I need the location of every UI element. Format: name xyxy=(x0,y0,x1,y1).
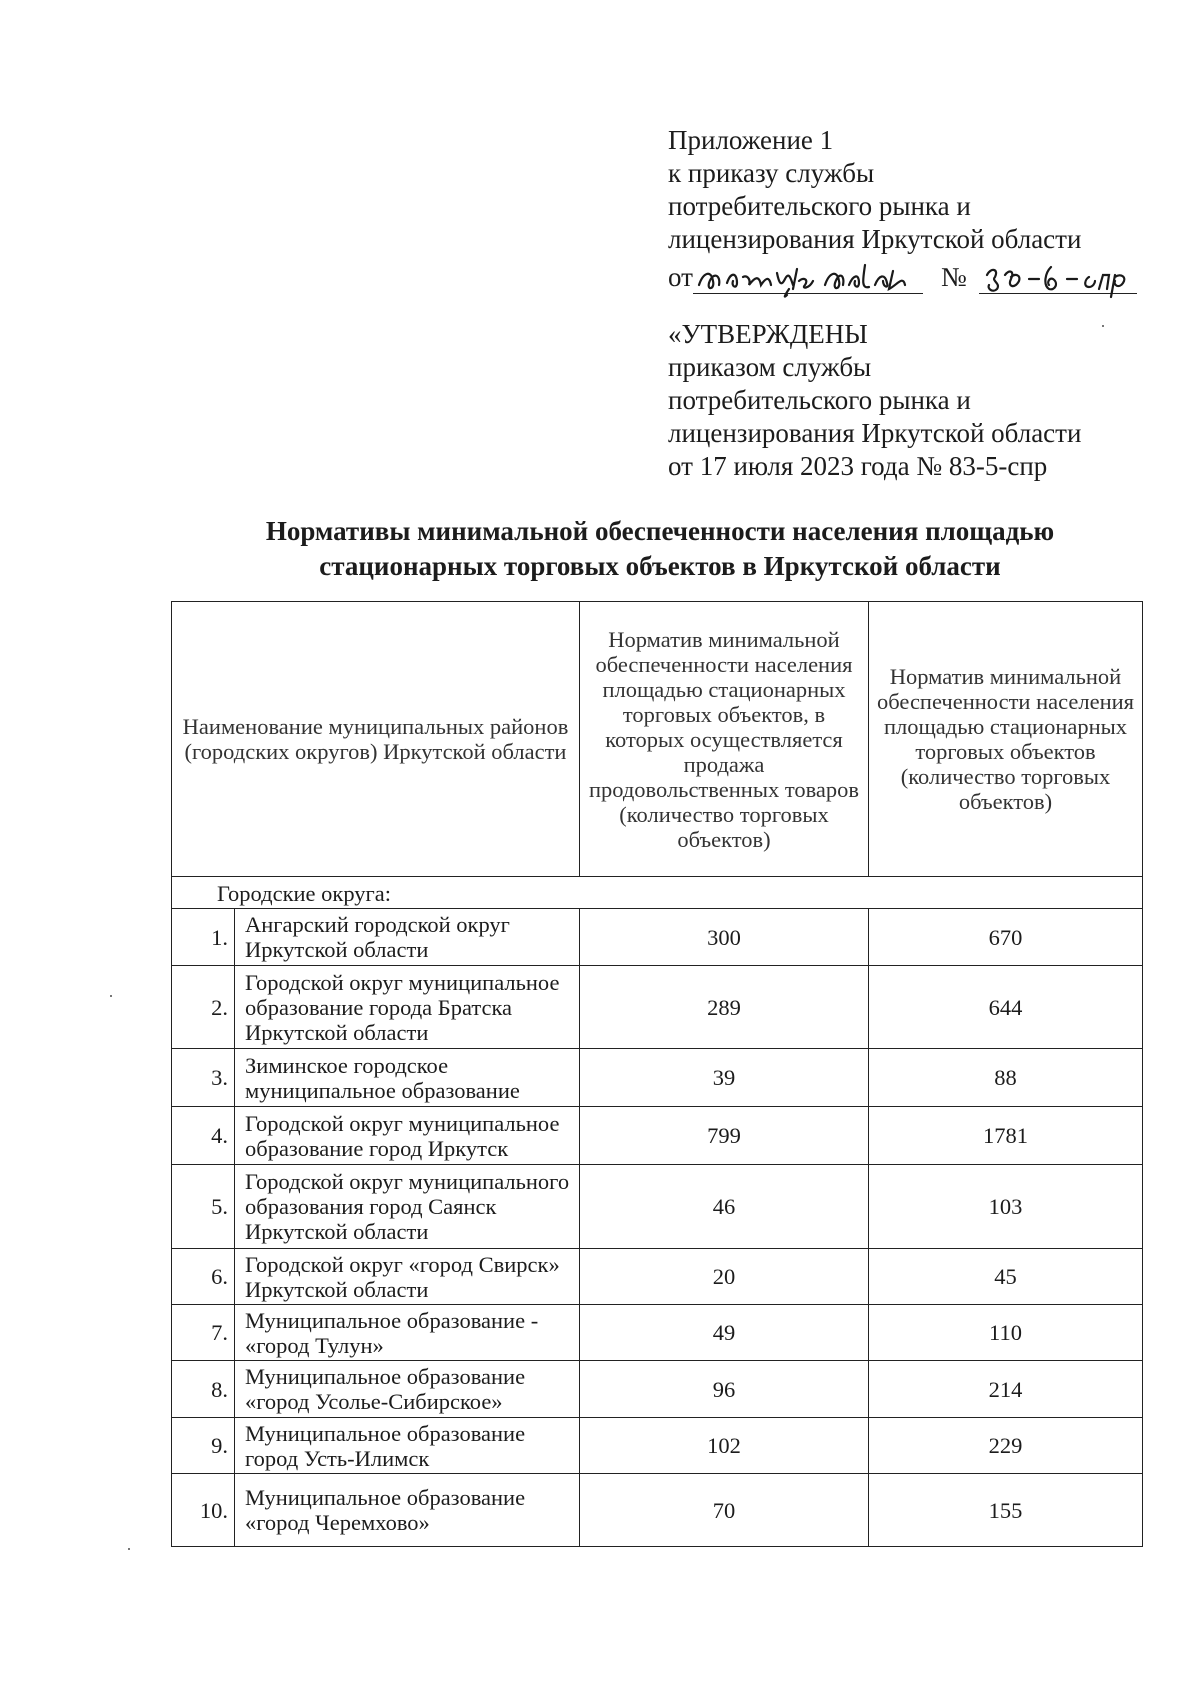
row-number: 7. xyxy=(172,1305,235,1361)
row-name: Муниципальное образование «город Усолье-Сибирское» xyxy=(235,1361,580,1418)
row-food-value: 289 xyxy=(580,966,869,1049)
row-total-value: 155 xyxy=(869,1474,1143,1547)
row-name: Ангарский городской округ Иркутской области xyxy=(235,909,580,966)
appendix-line: лицензирования Иркутской области xyxy=(668,224,1082,254)
title-line: стационарных торговых объектов в Иркутской области xyxy=(319,551,1001,581)
table-row xyxy=(172,966,1143,1049)
row-number: 2. xyxy=(172,966,235,1049)
row-total-value: 214 xyxy=(869,1361,1143,1418)
row-number: 10. xyxy=(172,1474,235,1547)
row-total-value: 1781 xyxy=(869,1107,1143,1165)
approved-line: приказом службы xyxy=(668,352,872,382)
scan-speck xyxy=(110,995,112,997)
row-name: Городской округ «город Свирск» Иркутской области xyxy=(235,1249,580,1305)
row-number: 8. xyxy=(172,1361,235,1418)
row-name: Муниципальное образование город Усть-Илимск xyxy=(235,1418,580,1474)
row-food-value: 39 xyxy=(580,1049,869,1107)
row-total-value: 103 xyxy=(869,1165,1143,1249)
handwritten-number-signature xyxy=(979,255,1137,299)
handwritten-number xyxy=(979,259,1137,294)
table-row xyxy=(172,1474,1143,1547)
row-number: 6. xyxy=(172,1249,235,1305)
table-row xyxy=(172,1361,1143,1418)
section-label: Городские округа: xyxy=(172,877,1143,909)
approved-block xyxy=(668,318,1138,483)
header-food-norm: Норматив минимальной обеспеченности населения площадью стационарных торговых объектов, в которых осуществляется продажа продовольственных товаров (количество торговых объектов) xyxy=(580,602,869,877)
row-food-value: 46 xyxy=(580,1165,869,1249)
number-sign: № xyxy=(940,262,967,292)
row-number: 3. xyxy=(172,1049,235,1107)
scan-speck xyxy=(128,1548,130,1550)
row-food-value: 102 xyxy=(580,1418,869,1474)
approved-line: потребительского рынка и xyxy=(668,385,971,415)
appendix-line: потребительского рынка и xyxy=(668,191,971,221)
row-food-value: 70 xyxy=(580,1474,869,1547)
norms-table xyxy=(171,601,1143,1547)
scan-speck xyxy=(1102,325,1104,327)
row-food-value: 300 xyxy=(580,909,869,966)
table-row xyxy=(172,1107,1143,1165)
row-food-value: 96 xyxy=(580,1361,869,1418)
table-row xyxy=(172,1049,1143,1107)
handwritten-date xyxy=(693,259,923,294)
table-row xyxy=(172,1165,1143,1249)
table-row xyxy=(172,1418,1143,1474)
row-number: 5. xyxy=(172,1165,235,1249)
appendix-line: Приложение 1 xyxy=(668,125,834,155)
from-prefix: от xyxy=(668,262,693,292)
row-total-value: 45 xyxy=(869,1249,1143,1305)
appendix-header xyxy=(668,124,1138,483)
row-name: Муниципальное образование «город Черемхово» xyxy=(235,1474,580,1547)
table-header-row xyxy=(172,602,1143,877)
row-food-value: 20 xyxy=(580,1249,869,1305)
document-title xyxy=(150,514,1170,584)
row-name: Муниципальное образование - «город Тулун» xyxy=(235,1305,580,1361)
header-name: Наименование муниципальных районов (городских округов) Иркутской области xyxy=(172,602,580,877)
title-line: Нормативы минимальной обеспеченности населения площадью xyxy=(265,516,1055,546)
header-total-norm: Норматив минимальной обеспеченности населения площадью стационарных торговых объектов (количество торговых объектов) xyxy=(869,602,1143,877)
row-name: Городской округ муниципального образования город Саянск Иркутской области xyxy=(235,1165,580,1249)
row-number: 1. xyxy=(172,909,235,966)
row-name: Городской округ муниципальное образование город Иркутск xyxy=(235,1107,580,1165)
row-total-value: 670 xyxy=(869,909,1143,966)
row-name: Зиминское городское муниципальное образование xyxy=(235,1049,580,1107)
row-total-value: 229 xyxy=(869,1418,1143,1474)
row-total-value: 110 xyxy=(869,1305,1143,1361)
approved-line: «УТВЕРЖДЕНЫ xyxy=(668,319,868,349)
row-total-value: 644 xyxy=(869,966,1143,1049)
row-number: 9. xyxy=(172,1418,235,1474)
row-name: Городской округ муниципальное образование города Братска Иркутской области xyxy=(235,966,580,1049)
row-total-value: 88 xyxy=(869,1049,1143,1107)
approved-line: лицензирования Иркутской области xyxy=(668,418,1082,448)
approved-line: от 17 июля 2023 года № 83-5-спр xyxy=(668,451,1048,481)
table-row xyxy=(172,1305,1143,1361)
handwritten-date-signature xyxy=(693,255,923,299)
section-row xyxy=(172,877,1143,909)
appendix-line: к приказу службы xyxy=(668,158,875,188)
order-date-number-line xyxy=(668,256,1138,294)
table-row xyxy=(172,909,1143,966)
row-food-value: 49 xyxy=(580,1305,869,1361)
table-row xyxy=(172,1249,1143,1305)
row-number: 4. xyxy=(172,1107,235,1165)
row-food-value: 799 xyxy=(580,1107,869,1165)
